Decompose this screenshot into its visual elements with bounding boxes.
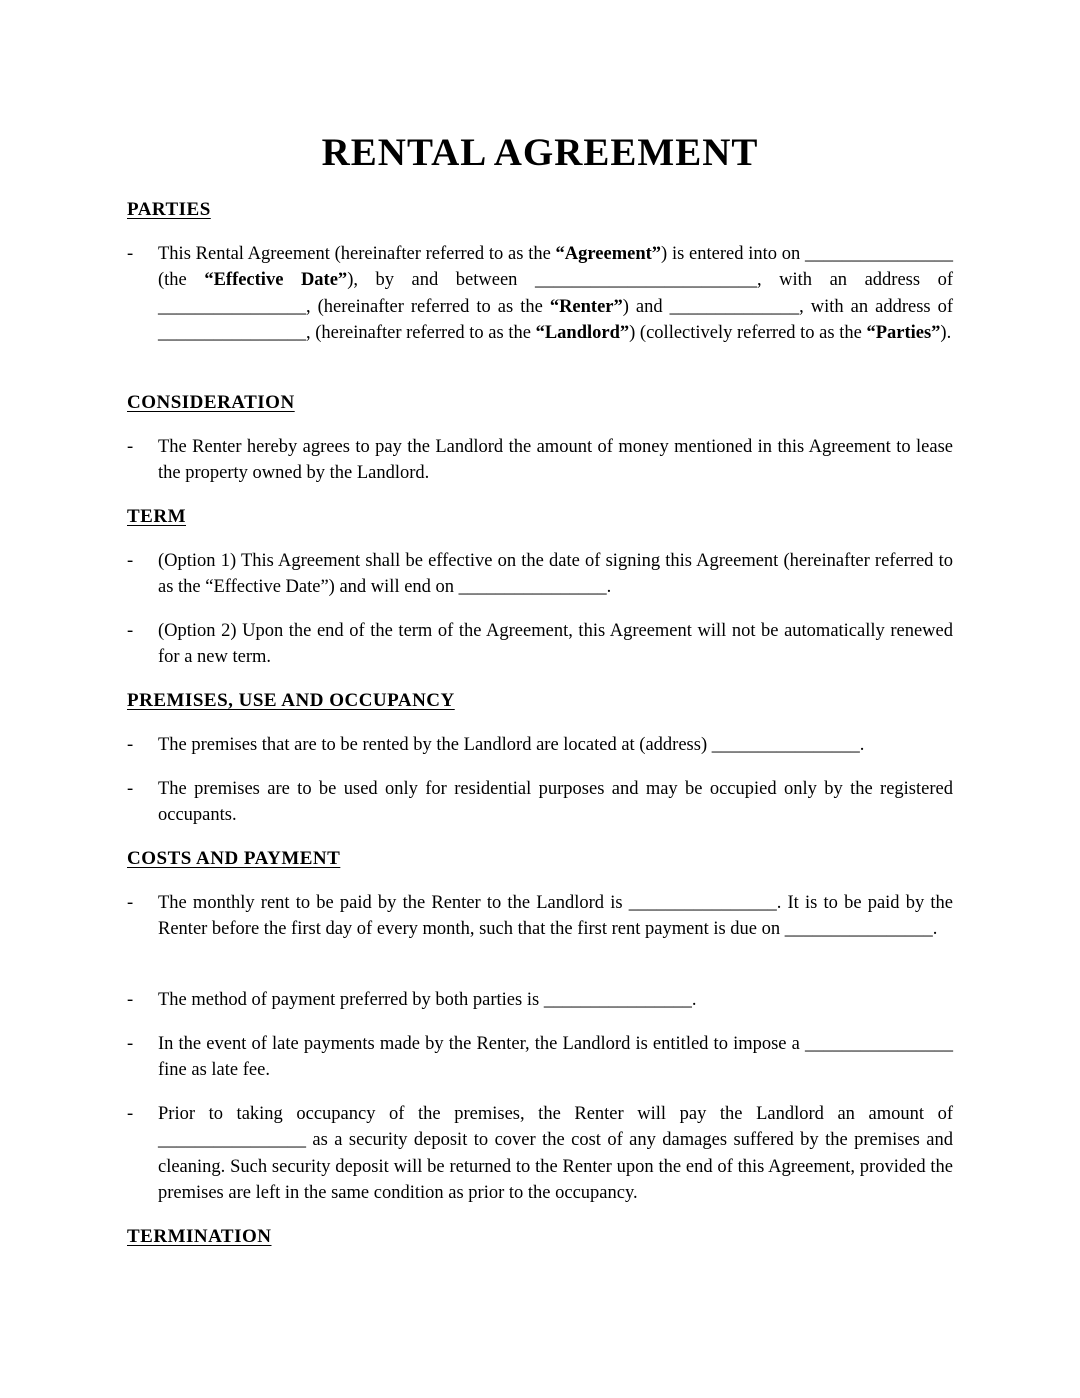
text-run: The premises that are to be rented by the Landlord are located at (address) [158, 735, 712, 755]
defined-term-landlord: “Landlord” [535, 322, 630, 343]
defined-term-agreement: “Agreement” [555, 244, 662, 264]
blank-end-date: ________________ [458, 577, 607, 598]
section-heading-parties: PARTIES [127, 199, 211, 220]
payment-method-paragraph [158, 987, 953, 1013]
text-run: . It is to be paid by the Renter before the first day of every month, such that the first rent payment is due on [158, 893, 954, 940]
text-run: This Rental Agreement (hereinafter referred to as the [158, 244, 556, 264]
section-heading-term: TERM [127, 506, 186, 527]
blank-landlord-name: ______________ [669, 296, 800, 317]
list-item [127, 1031, 953, 1084]
blank-security-deposit: ________________ [158, 1130, 306, 1151]
blank-renter-address: ________________ [158, 296, 306, 317]
list-item [127, 241, 953, 346]
text-run: ) and [622, 296, 670, 317]
list-item [127, 776, 953, 829]
section-heading-premises: PREMISES, USE AND OCCUPANCY [127, 690, 455, 711]
security-deposit-paragraph [158, 1101, 953, 1206]
document-title: RENTAL AGREEMENT [321, 131, 759, 174]
list-item [127, 548, 953, 601]
premises-use-paragraph: The premises are to be used only for residential purposes and may be occupied only by the registered occupants. [158, 779, 953, 826]
section-heading-costs: COSTS AND PAYMENT [127, 848, 341, 869]
blank-rent-amount: ________________ [628, 893, 777, 913]
premises-location-paragraph [158, 732, 953, 758]
blank-payment-method: ________________ [543, 990, 692, 1010]
bullet-dash: - [127, 1104, 134, 1124]
list-item [127, 890, 953, 943]
list-item [127, 434, 953, 487]
text-run: . [691, 990, 697, 1010]
text-run: Prior to taking occupancy of the premises, the Renter will pay the Landlord an amount of [158, 1104, 953, 1124]
bullet-dash: - [127, 621, 134, 641]
bullet-dash: - [127, 893, 134, 913]
text-run: ). [940, 322, 952, 343]
parties-paragraph [158, 241, 953, 346]
text-run: ) is entered into on [661, 244, 805, 264]
blank-landlord-address: ________________ [158, 322, 306, 343]
defined-term-effective-date: “Effective Date” [204, 270, 348, 291]
text-run: , with an address of [799, 296, 953, 317]
blank-late-fee: ________________ [805, 1034, 953, 1054]
text-run: . [606, 577, 612, 598]
text-run: The monthly rent to be paid by the Renter to the Landlord is [158, 893, 629, 913]
blank-first-payment-date: ________________ [784, 919, 933, 940]
bullet-dash: - [127, 551, 134, 571]
defined-term-parties: “Parties” [866, 322, 941, 343]
term-option-1-paragraph [158, 548, 953, 601]
text-run: as a security deposit to cover the cost of any damages suffered by the premises and cleaning. Such security deposit will be returned to the Renter upon the end of this Agreement, provided the premises are left in the same condition as prior to the occupancy. [158, 1130, 953, 1203]
blank-effective-date: ________________ [805, 244, 953, 264]
term-option-2-paragraph: (Option 2) Upon the end of the term of the Agreement, this Agreement will not be automatically renewed for a new term. [158, 621, 953, 668]
text-run: The method of payment preferred by both parties is [158, 990, 544, 1010]
list-item [127, 1101, 953, 1206]
text-run: . [932, 919, 938, 940]
blank-renter-name: ________________________ [534, 270, 757, 291]
text-run: ) (collectively referred to as the [629, 322, 867, 343]
list-item [127, 732, 953, 758]
text-run: (the [158, 270, 205, 291]
text-run: , (hereinafter referred to as the [306, 296, 550, 317]
section-heading-termination: TERMINATION [127, 1226, 272, 1247]
bullet-dash: - [127, 779, 134, 799]
bullet-dash: - [127, 244, 134, 264]
bullet-dash: - [127, 1034, 134, 1054]
text-run: , (hereinafter referred to as the [306, 322, 536, 343]
text-run: (Option 1) This Agreement shall be effective on the date of signing this Agreement (hereinafter referred to as the “Effective Date”) and will end on [158, 551, 953, 598]
defined-term-renter: “Renter” [549, 296, 623, 317]
text-run: , with an address of [756, 270, 954, 291]
monthly-rent-paragraph [158, 890, 953, 943]
list-item [127, 987, 953, 1013]
list-item [127, 618, 953, 671]
text-run: fine as late fee. [158, 1060, 270, 1081]
text-run: In the event of late payments made by the Renter, the Landlord is entitled to impose a [158, 1034, 805, 1054]
blank-premises-address: ________________ [711, 735, 860, 755]
consideration-paragraph: The Renter hereby agrees to pay the Landlord the amount of money mentioned in this Agreement to lease the property owned by the Landlord. [158, 437, 953, 484]
bullet-dash: - [127, 735, 134, 755]
text-run: . [859, 735, 865, 755]
section-heading-consideration: CONSIDERATION [127, 392, 295, 413]
late-fee-paragraph [158, 1031, 953, 1084]
text-run: ), by and between [347, 270, 535, 291]
bullet-dash: - [127, 437, 134, 457]
bullet-dash: - [127, 990, 134, 1010]
